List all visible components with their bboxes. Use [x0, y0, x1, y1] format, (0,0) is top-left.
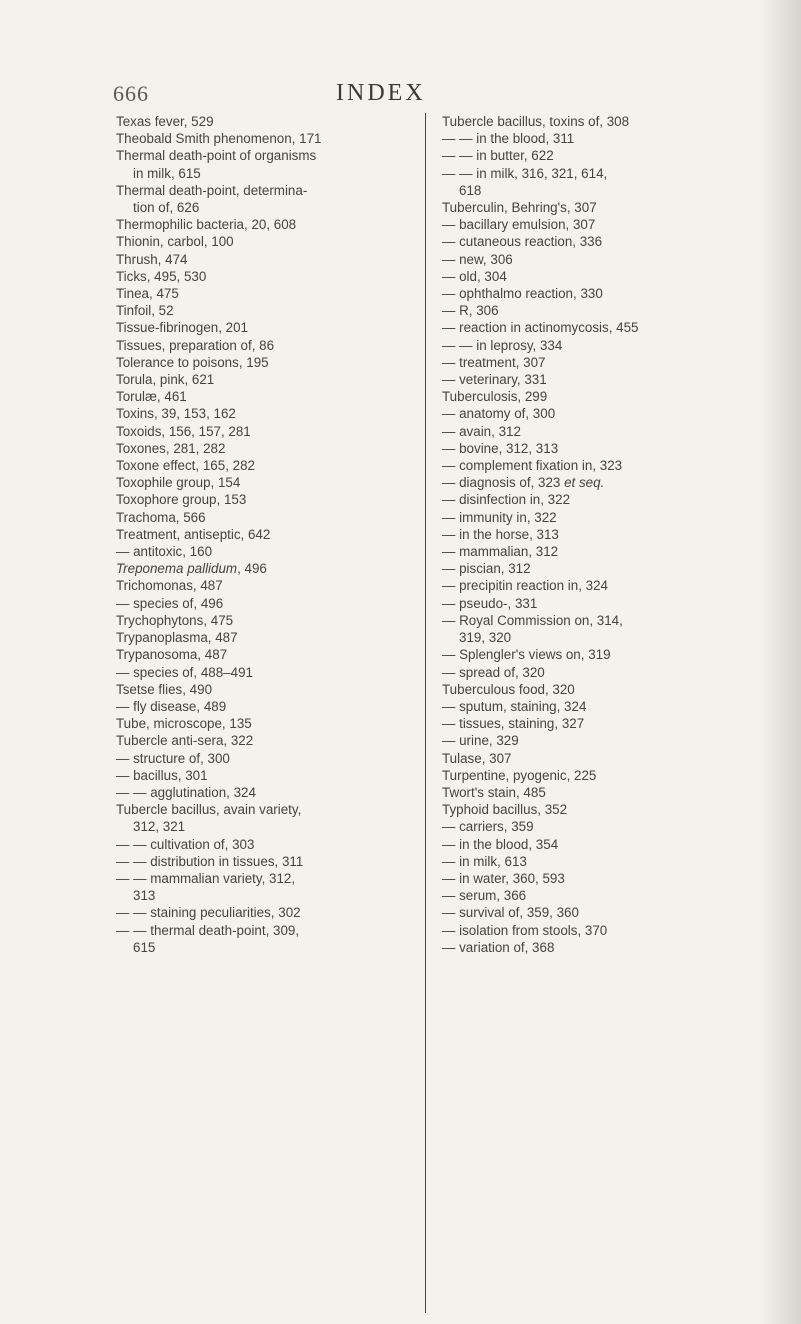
index-entry: Tulase, 307 [442, 750, 512, 766]
index-entry: — species of, 496 [116, 595, 224, 611]
index-entry: — serum, 366 [442, 888, 527, 904]
page-number: 666 [113, 81, 149, 106]
index-entry: Thermal death-point of organisms [116, 148, 317, 164]
index-entry: Tolerance to poisons, 195 [116, 354, 269, 370]
index-entry: Tuberculosis, 299 [442, 389, 548, 405]
index-entry: — — cultivation of, 303 [116, 836, 255, 852]
index-entry: — new, 306 [442, 251, 513, 267]
index-entry: Thermal death-point, determina- [116, 182, 308, 198]
index-entry: Torulæ, 461 [116, 389, 187, 405]
index-entry: Trachoma, 566 [116, 509, 206, 525]
index-entry: — pseudo-, 331 [442, 595, 538, 611]
index-entry: — in milk, 613 [442, 853, 527, 869]
index-entry: — in water, 360, 593 [442, 870, 565, 886]
index-entry: Thionin, carbol, 100 [116, 234, 234, 250]
index-entry: Twort's stain, 485 [442, 784, 546, 800]
index-entry: — — agglutination, 324 [116, 784, 256, 800]
index-entry: Thermophilic bacteria, 20, 608 [116, 217, 297, 233]
index-entry: 313 [133, 888, 156, 904]
index-entry: — disinfection in, 322 [442, 492, 571, 508]
index-entry: Trychophytons, 475 [116, 612, 234, 628]
index-entry: 319, 320 [459, 630, 512, 646]
index-entry: — in the horse, 313 [442, 526, 559, 542]
index-entry: Toxophore group, 153 [116, 492, 247, 508]
index-entry: Trypanoplasma, 487 [116, 630, 238, 646]
index-entry: Trichomonas, 487 [116, 578, 223, 594]
index-entry: in milk, 615 [133, 165, 201, 181]
index-entry: — anatomy of, 300 [442, 406, 556, 422]
index-entry: Toxins, 39, 153, 162 [116, 406, 236, 422]
index-entry: Tuberculin, Behring's, 307 [442, 200, 597, 216]
index-entry: — — in milk, 316, 321, 614, [442, 165, 608, 181]
index-entry: — tissues, staining, 327 [442, 716, 585, 732]
index-entry: — R, 306 [442, 303, 499, 319]
index-entry: — carriers, 359 [442, 819, 534, 835]
index-entry: Ticks, 495, 530 [116, 268, 207, 284]
page-edge-shadow [761, 0, 801, 1324]
index-entry: — precipitin reaction in, 324 [442, 578, 608, 594]
index-entry: Tinfoil, 52 [116, 303, 174, 319]
index-entry: — variation of, 368 [442, 939, 555, 955]
index-entry: Tube, microscope, 135 [116, 716, 252, 732]
index-entry: — cutaneous reaction, 336 [442, 234, 603, 250]
index-entry: — — mammalian variety, 312, [116, 870, 296, 886]
index-entry: Treatment, antiseptic, 642 [116, 526, 271, 542]
index-column-right [442, 113, 752, 956]
index-entry: — species of, 488–491 [116, 664, 253, 680]
index-entry: — isolation from stools, 370 [442, 922, 608, 938]
index-entry: Typhoid bacillus, 352 [442, 802, 568, 818]
index-entry: — — in butter, 622 [442, 148, 554, 164]
index-entry: — bacillus, 301 [116, 767, 208, 783]
index-entry: Tsetse flies, 490 [116, 681, 213, 697]
index-entry: Texas fever, 529 [116, 114, 214, 129]
index-entry: Thrush, 474 [116, 251, 188, 267]
index-entry: — survival of, 359, 360 [442, 905, 579, 921]
index-entry: — — in leprosy, 334 [442, 337, 563, 353]
index-entry: — old, 304 [442, 268, 507, 284]
index-entry: — avain, 312 [442, 423, 521, 439]
index-entry: Tinea, 475 [116, 286, 179, 302]
index-entry: — Royal Commission on, 314, [442, 612, 623, 628]
index-entry: — reaction in actinomycosis, 455 [442, 320, 639, 336]
index-entry: — — distribution in tissues, 311 [116, 853, 304, 869]
index-entry: — fly disease, 489 [116, 698, 227, 714]
index-entry: — diagnosis of, 323 et seq. [442, 475, 605, 491]
index-entry: — veterinary, 331 [442, 372, 547, 388]
index-entry: — ophthalmo reaction, 330 [442, 286, 603, 302]
index-entry: Tubercle bacillus, avain variety, [116, 802, 302, 818]
index-column-left [116, 113, 416, 956]
index-entry: — — staining peculiarities, 302 [116, 905, 301, 921]
index-entry: — bacillary emulsion, 307 [442, 217, 596, 233]
index-entry: — treatment, 307 [442, 354, 546, 370]
index-entry: — bovine, 312, 313 [442, 440, 559, 456]
index-entry: — complement fixation in, 323 [442, 458, 623, 474]
index-entry: Toxoids, 156, 157, 281 [116, 423, 251, 439]
index-entry: — in the blood, 354 [442, 836, 559, 852]
index-entry: — Splengler's views on, 319 [442, 647, 611, 663]
index-entry: Toxones, 281, 282 [116, 440, 226, 456]
index-entry: — spread of, 320 [442, 664, 545, 680]
index-entry: Tissues, preparation of, 86 [116, 337, 275, 353]
index-entry: — piscian, 312 [442, 561, 531, 577]
index-entry: Tuberculous food, 320 [442, 681, 575, 697]
index-entry: 312, 321 [133, 819, 186, 835]
index-entry: — immunity in, 322 [442, 509, 557, 525]
index-entry: Tissue-fibrinogen, 201 [116, 320, 248, 336]
index-entry: — structure of, 300 [116, 750, 230, 766]
index-entry: Theobald Smith phenomenon, 171 [116, 131, 322, 147]
index-entry: — mammalian, 312 [442, 544, 559, 560]
index-entry: — — thermal death-point, 309, [116, 922, 300, 938]
column-divider [425, 113, 426, 1313]
page-title: INDEX [336, 80, 426, 106]
index-entry: — urine, 329 [442, 733, 519, 749]
index-entry: 615 [133, 939, 156, 955]
index-entry: Torula, pink, 621 [116, 372, 215, 388]
index-entry: Toxone effect, 165, 282 [116, 458, 255, 474]
index-entry: 618 [459, 182, 482, 198]
index-entry: — sputum, staining, 324 [442, 698, 587, 714]
index-entry: Tubercle anti-sera, 322 [116, 733, 254, 749]
index-entry: Treponema pallidum, 496 [116, 561, 267, 577]
index-entry: Turpentine, pyogenic, 225 [442, 767, 597, 783]
index-entry: tion of, 626 [133, 200, 200, 216]
index-entry: Tubercle bacillus, toxins of, 308 [442, 114, 630, 129]
index-entry: — antitoxic, 160 [116, 544, 213, 560]
index-entry: — — in the blood, 311 [442, 131, 575, 147]
index-entry: Toxophile group, 154 [116, 475, 241, 491]
index-entry: Trypanosoma, 487 [116, 647, 228, 663]
